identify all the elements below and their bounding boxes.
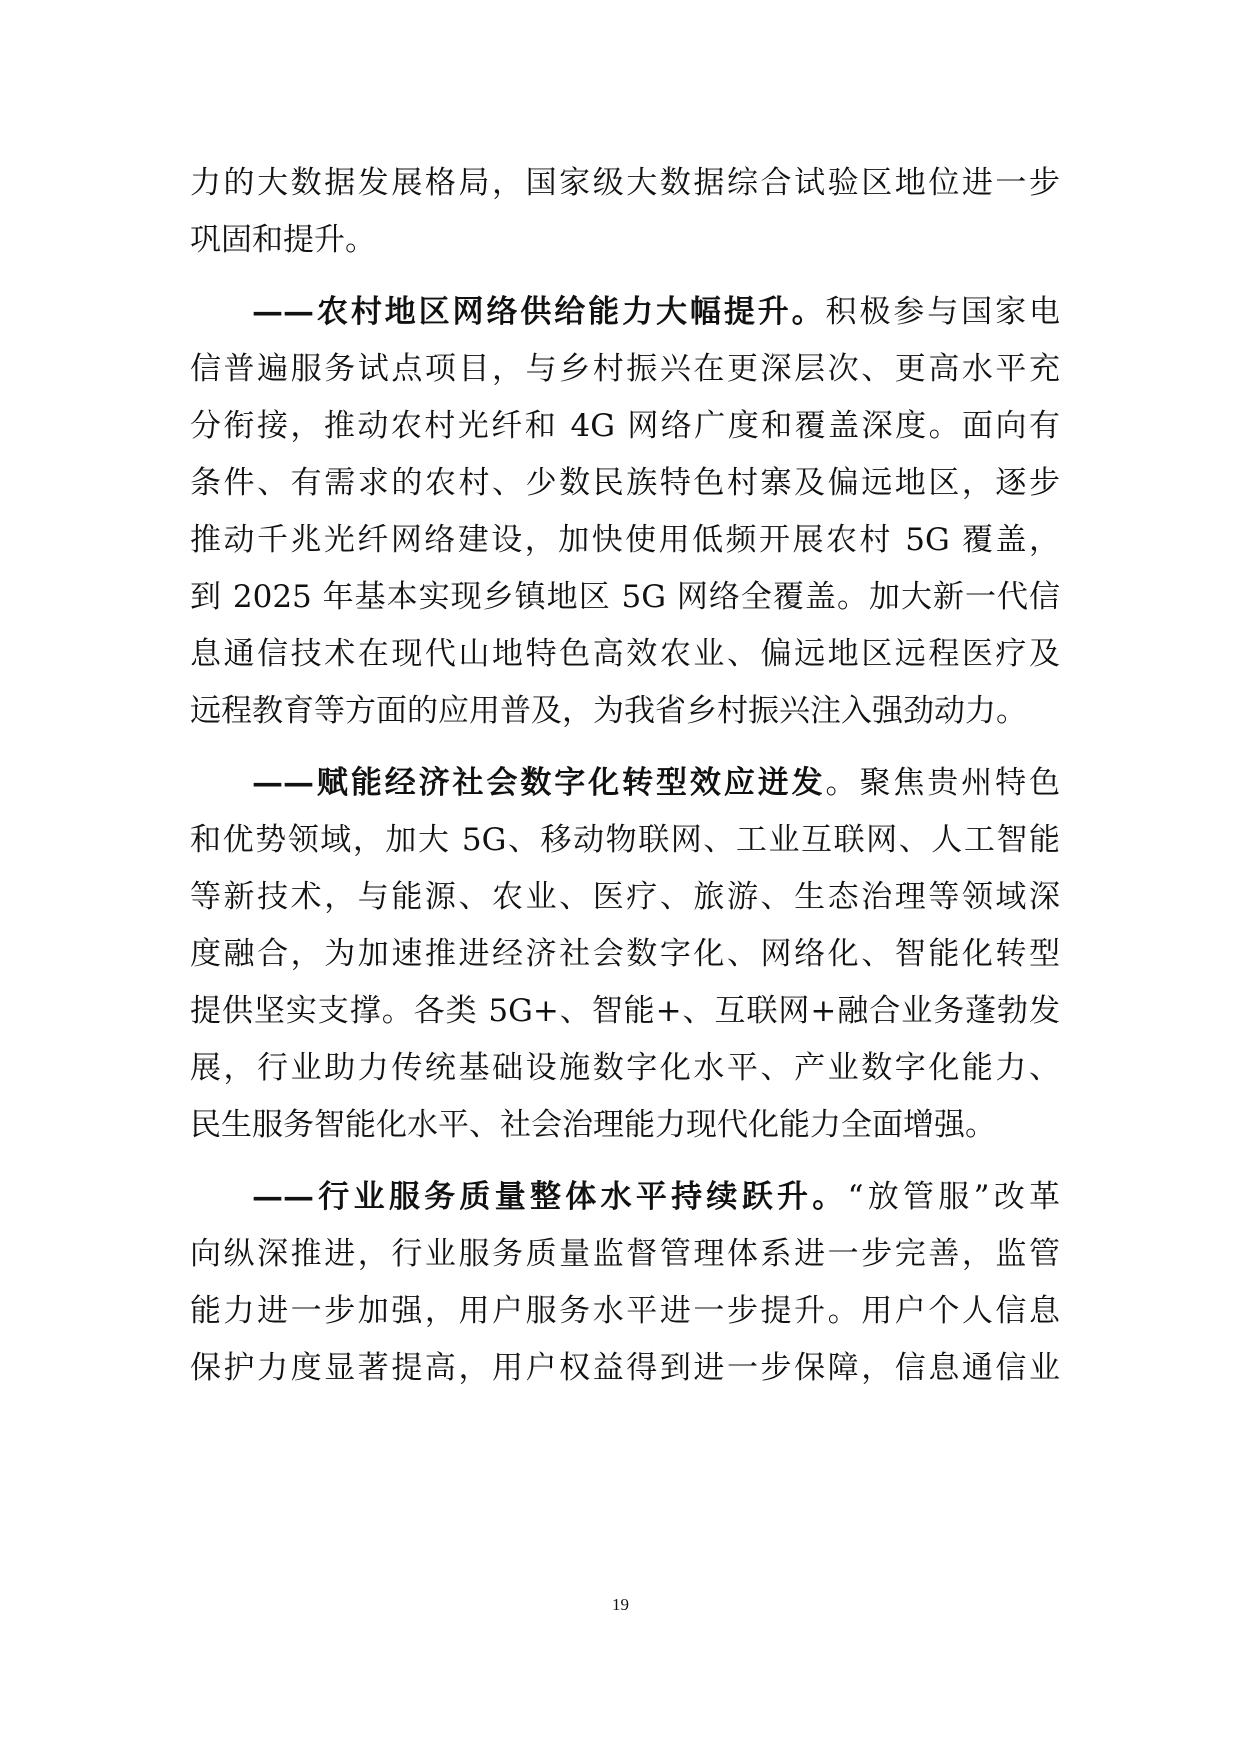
- page-number: 19: [612, 1595, 629, 1614]
- text-span: 。聚焦贵州特色: [825, 765, 1060, 801]
- text-line: 巩固和提升。: [190, 222, 376, 258]
- text-line: 提供坚实支撑。各类 5G+、智能+、互联网+融合业务蓬勃发: [190, 993, 1060, 1029]
- text-line: 度融合，为加速推进经济社会数字化、网络化、智能化转型: [190, 936, 1060, 972]
- text-span: “放管服”改革: [847, 1179, 1060, 1215]
- text-line: 息通信技术在现代山地特色高效农业、偏远地区远程医疗及: [190, 636, 1060, 672]
- text-line: 能力进一步加强，用户服务水平进一步提升。用户个人信息: [190, 1293, 1060, 1329]
- text-line: 推动千兆光纤网络建设，加快使用低频开展农村 5G 覆盖，: [190, 522, 1060, 558]
- paragraph-first-line: [190, 1169, 1060, 1226]
- paragraph-heading: ——农村地区网络供给能力大幅提升。: [252, 294, 826, 330]
- text-line: 条件、有需求的农村、少数民族特色村寨及偏远地区，逐步: [190, 465, 1060, 501]
- text-line: 分衔接，推动农村光纤和 4G 网络广度和覆盖深度。面向有: [190, 408, 1060, 444]
- text-line: 展，行业助力传统基础设施数字化水平、产业数字化能力、: [190, 1050, 1060, 1086]
- text-line: 远程教育等方面的应用普及，为我省乡村振兴注入强劲动力。: [190, 693, 1027, 729]
- text-line: 力的大数据发展格局，国家级大数据综合试验区地位进一步: [190, 165, 1060, 201]
- text-line: 信普遍服务试点项目，与乡村振兴在更深层次、更高水平充: [190, 351, 1060, 387]
- paragraph-continuation: [190, 155, 1060, 269]
- paragraph-digital-transformation: [190, 755, 1060, 1154]
- paragraph-rural-network: [190, 284, 1060, 740]
- text-line: 和优势领域，加大 5G、移动物联网、工业互联网、人工智能: [190, 822, 1060, 858]
- paragraph-heading: ——行业服务质量整体水平持续跃升。: [252, 1179, 848, 1215]
- paragraph-service-quality: [190, 1169, 1060, 1397]
- text-line: 向纵深推进，行业服务质量监督管理体系进一步完善，监管: [190, 1236, 1060, 1272]
- paragraph-first-line: [190, 284, 1060, 341]
- paragraph-first-line: [190, 755, 1060, 812]
- text-span: 积极参与国家电: [825, 294, 1060, 330]
- text-line: 到 2025 年基本实现乡镇地区 5G 网络全覆盖。加大新一代信: [190, 579, 1060, 615]
- text-line: 民生服务智能化水平、社会治理能力现代化能力全面增强。: [190, 1107, 996, 1143]
- text-line: 保护力度显著提高，用户权益得到进一步保障，信息通信业: [190, 1350, 1060, 1386]
- text-line: 等新技术，与能源、农业、医疗、旅游、生态治理等领域深: [190, 879, 1060, 915]
- paragraph-heading: ——赋能经济社会数字化转型效应迸发: [252, 765, 826, 801]
- document-body: [190, 155, 1060, 1397]
